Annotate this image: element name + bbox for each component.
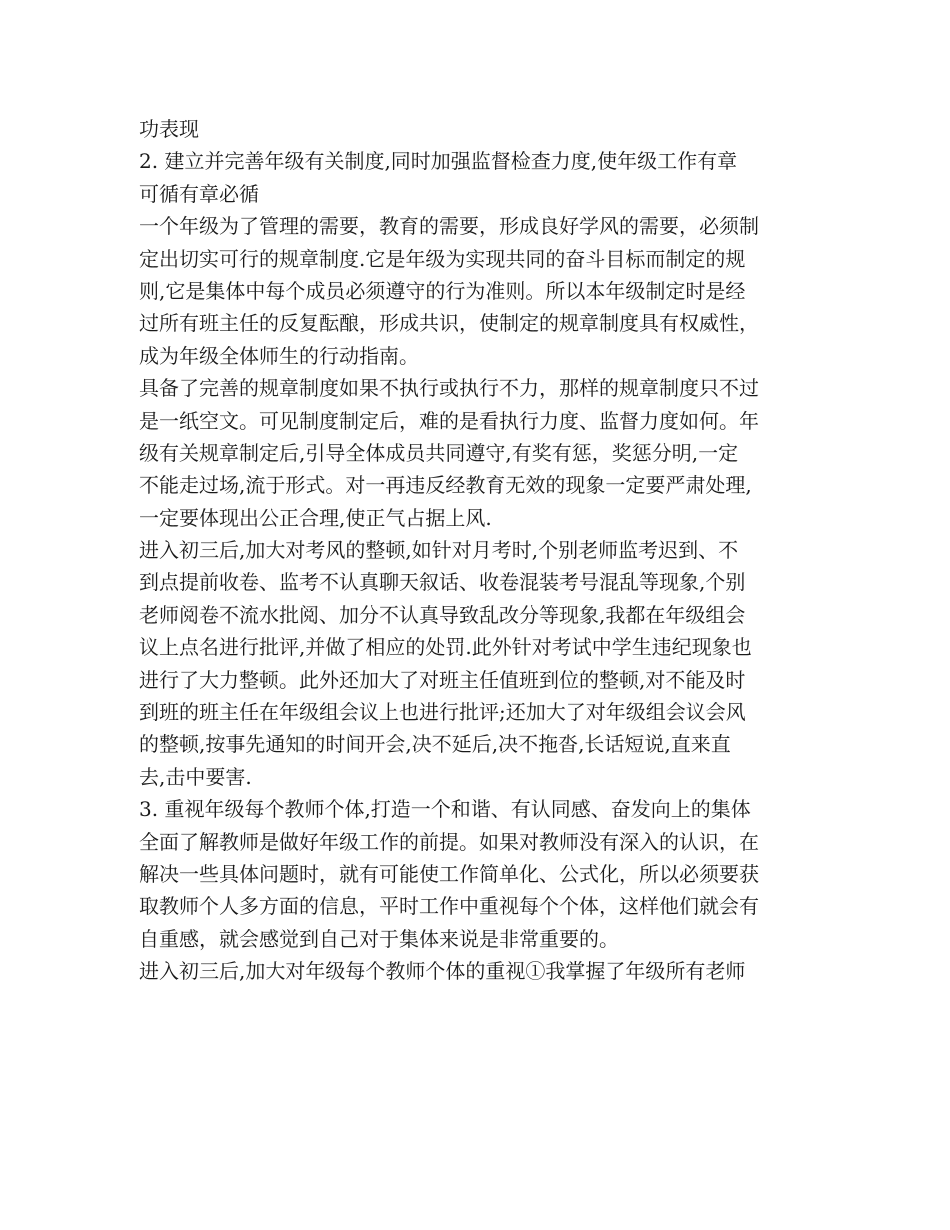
text-line: 一定要体现出公正合理,使正气占据上风.	[139, 505, 492, 530]
section-heading-2: 2. 建立并完善年级有关制度,同时加强监督检查力度,使年级工作有章	[139, 149, 738, 174]
section-heading-3: 3. 重视年级每个教师个体,打造一个和谐、有认同感、奋发向上的集体	[139, 797, 751, 822]
text-line: 是一纸空文。可见制度制定后，难的是看执行力度、监督力度如何。年	[139, 408, 759, 433]
text-line: 进入初三后,加大对年级每个教师个体的重视①我掌握了年级所有老师	[139, 959, 746, 984]
text-line: 具备了完善的规章制度如果不执行或执行不力，那样的规章制度只不过	[139, 376, 759, 401]
text-line: 到班的班主任在年级组会议上也进行批评;还加大了对年级组会议会风	[139, 700, 746, 725]
text-line: 的整顿,按事先通知的时间开会,决不延后,决不拖沓,长话短说,直来直	[139, 732, 731, 757]
text-line: 则,它是集体中每个成员必须遵守的行为准则。所以本年级制定时是经	[139, 278, 746, 303]
text-line: 议上点名进行批评,并做了相应的处罚.此外针对考试中学生违纪现象也	[139, 635, 752, 660]
text-line: 去,击中要害.	[139, 764, 252, 789]
text-line: 进行了大力整顿。此外还加大了对班主任值班到位的整顿,对不能及时	[139, 667, 746, 692]
text-line: 解决一些具体问题时，就有可能使工作简单化、公式化，所以必须要获	[139, 861, 759, 886]
text-line: 定出切实可行的规章制度.它是年级为实现共同的奋斗目标而制定的规	[139, 246, 746, 271]
text-line: 不能走过场,流于形式。对一再违反经教育无效的现象一定要严肃处理,	[139, 473, 752, 498]
text-line: 成为年级全体师生的行动指南。	[139, 343, 419, 368]
text-line: 自重感，就会感觉到自己对于集体来说是非常重要的。	[139, 926, 619, 951]
text-line: 全面了解教师是做好年级工作的前提。如果对教师没有深入的认识，在	[139, 829, 759, 854]
document-body	[139, 113, 829, 988]
text-line: 过所有班主任的反复酝酿，形成共识，使制定的规章制度具有权威性，	[139, 311, 759, 336]
text-line: 功表现	[139, 117, 199, 141]
text-line: 到点提前收卷、监考不认真聊天叙话、收卷混装考号混乱等现象,个别	[139, 570, 746, 595]
text-line: 取教师个人多方面的信息，平时工作中重视每个个体，这样他们就会有	[139, 894, 759, 919]
text-line: 一个年级为了管理的需要，教育的需要，形成良好学风的需要，必须制	[139, 214, 759, 239]
text-line: 进入初三后,加大对考风的整顿,如针对月考时,个别老师监考迟到、不	[139, 538, 739, 563]
text-line: 可循有章必循	[139, 181, 259, 206]
text-line: 级有关规章制定后,引导全体成员共同遵守,有奖有惩，奖惩分明,一定	[139, 440, 739, 465]
text-line: 老师阅卷不流水批阅、加分不认真导致乱改分等现象,我都在年级组会	[139, 602, 746, 627]
